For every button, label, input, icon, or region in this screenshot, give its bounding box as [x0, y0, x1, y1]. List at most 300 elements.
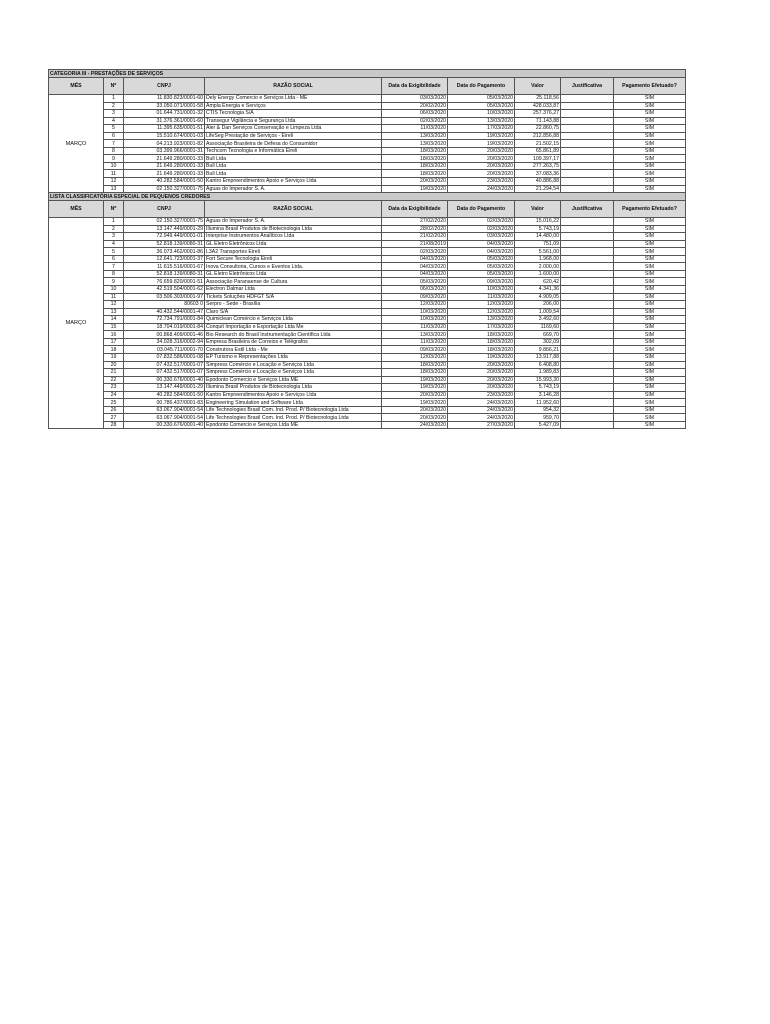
justificativa-cell — [561, 338, 614, 346]
row-number: 6 — [104, 255, 124, 263]
table-row — [49, 263, 686, 271]
valor-cell: 9.866,21 — [515, 346, 561, 354]
exigibilidade-cell: 13/03/2020 — [382, 132, 448, 140]
pagamento-efetuado-cell: SIM — [614, 132, 686, 140]
pagamento-date-cell: 18/03/2020 — [448, 346, 515, 354]
header-data-exigibilidade: Data da Exigibilidade — [382, 78, 448, 95]
exigibilidade-cell: 19/03/2020 — [382, 399, 448, 407]
razao-social-cell: Bull Ltda — [205, 162, 382, 170]
pagamento-efetuado-cell: SIM — [614, 95, 686, 103]
valor-cell: 6.408,80 — [515, 361, 561, 369]
valor-cell: 751,09 — [515, 240, 561, 248]
exigibilidade-cell: 21/08/2019 — [382, 240, 448, 248]
cnpj-cell: 40.282.584/0001-50 — [124, 178, 205, 186]
header-pagamento-efetuado: Pagamento Efetuado? — [614, 201, 686, 218]
exigibilidade-cell: 11/03/2020 — [382, 323, 448, 331]
cnpj-cell: 07.832.586/0001-08 — [124, 353, 205, 361]
pagamento-efetuado-cell: SIM — [614, 270, 686, 278]
exigibilidade-cell: 20/02/2020 — [382, 102, 448, 110]
row-number: 16 — [104, 331, 124, 339]
cnpj-cell: 72.734.791/0001-84 — [124, 316, 205, 324]
exigibilidade-cell: 09/03/2020 — [382, 346, 448, 354]
exigibilidade-cell: 20/03/2020 — [382, 178, 448, 186]
pagamento-efetuado-cell: SIM — [614, 338, 686, 346]
valor-cell: 954,32 — [515, 406, 561, 414]
row-number: 1 — [104, 95, 124, 103]
exigibilidade-cell: 28/02/2020 — [382, 225, 448, 233]
table-row — [49, 286, 686, 294]
pagamento-date-cell: 20/03/2020 — [448, 369, 515, 377]
razao-social-cell: Tickets Soluções HDFGT S/A — [205, 293, 382, 301]
pagamento-date-cell: 20/03/2020 — [448, 170, 515, 178]
row-number: 20 — [104, 361, 124, 369]
exigibilidade-cell: 19/03/2020 — [382, 185, 448, 193]
razao-social-cell: EP Turismo e Representações Ltda — [205, 353, 382, 361]
pagamento-efetuado-cell: SIM — [614, 185, 686, 193]
valor-cell: 1.009,54 — [515, 308, 561, 316]
justificativa-cell — [561, 225, 614, 233]
header-valor: Valor — [515, 78, 561, 95]
header-data-pagamento: Data do Pagamento — [448, 201, 515, 218]
razao-social-cell: Empresa Brasileira de Correios e Telégrafos — [205, 338, 382, 346]
justificativa-cell — [561, 240, 614, 248]
pagamento-efetuado-cell: SIM — [614, 117, 686, 125]
pagamento-date-cell: 27/03/2020 — [448, 421, 515, 429]
razao-social-cell: Águas do Imperador S. A. — [205, 218, 382, 226]
cnpj-cell: 63.067.904/0001-54 — [124, 406, 205, 414]
row-number: 2 — [104, 102, 124, 110]
justificativa-cell — [561, 353, 614, 361]
cnpj-cell: 36.073.462/0001-86 — [124, 248, 205, 256]
razao-social-cell: Epodonto Comercio e Serviços Ltda ME — [205, 376, 382, 384]
razao-social-cell: Dely Energy Comercio e Serviços Ltda - ME — [205, 95, 382, 103]
razao-social-cell: Transegur Vigilância e Segurança Ltda — [205, 117, 382, 125]
pagamento-date-cell: 23/03/2020 — [448, 178, 515, 186]
exigibilidade-cell: 11/03/2020 — [382, 125, 448, 133]
justificativa-cell — [561, 308, 614, 316]
valor-cell: 277.263,75 — [515, 162, 561, 170]
table-row — [49, 155, 686, 163]
cnpj-cell: 18.704.019/0001-84 — [124, 323, 205, 331]
pagamento-efetuado-cell: SIM — [614, 293, 686, 301]
justificativa-cell — [561, 278, 614, 286]
razao-social-cell: Interprise Instrumentos Analíticos Ltda — [205, 233, 382, 241]
table-row — [49, 125, 686, 133]
table-row — [49, 391, 686, 399]
valor-cell: 206,00 — [515, 301, 561, 309]
table-row — [49, 132, 686, 140]
row-number: 24 — [104, 391, 124, 399]
pagamento-date-cell: 24/03/2020 — [448, 406, 515, 414]
row-number: 3 — [104, 233, 124, 241]
razao-social-cell: Engineering Simulation and Software Ltda — [205, 399, 382, 407]
exigibilidade-cell: 11/03/2020 — [382, 338, 448, 346]
table-row — [49, 140, 686, 148]
cnpj-cell: 15.510.674/0001-03 — [124, 132, 205, 140]
justificativa-cell — [561, 95, 614, 103]
row-number: 8 — [104, 147, 124, 155]
table-row — [49, 414, 686, 422]
table-row — [49, 255, 686, 263]
pagamento-efetuado-cell: SIM — [614, 155, 686, 163]
justificativa-cell — [561, 218, 614, 226]
row-number: 3 — [104, 110, 124, 118]
justificativa-cell — [561, 384, 614, 392]
cnpj-cell: 31.376.361/0001-60 — [124, 117, 205, 125]
pagamento-efetuado-cell: SIM — [614, 414, 686, 422]
pagamento-efetuado-cell: SIM — [614, 178, 686, 186]
exigibilidade-cell: 12/03/2020 — [382, 301, 448, 309]
row-number: 5 — [104, 125, 124, 133]
pagamento-efetuado-cell: SIM — [614, 316, 686, 324]
row-number: 25 — [104, 399, 124, 407]
valor-cell: 5.743,19 — [515, 225, 561, 233]
razao-social-cell: Fort Secure Tecnologia Eireli — [205, 255, 382, 263]
pagamento-efetuado-cell: SIM — [614, 376, 686, 384]
pagamento-date-cell: 10/03/2020 — [448, 110, 515, 118]
cnpj-cell: 40.432.544/0001-47 — [124, 308, 205, 316]
valor-cell: 22.860,75 — [515, 125, 561, 133]
pagamento-efetuado-cell: SIM — [614, 255, 686, 263]
exigibilidade-cell: 27/02/2020 — [382, 218, 448, 226]
valor-cell: 109.397,17 — [515, 155, 561, 163]
exigibilidade-cell: 18/03/2020 — [382, 170, 448, 178]
row-number: 9 — [104, 278, 124, 286]
pagamento-efetuado-cell: SIM — [614, 308, 686, 316]
cnpj-cell: 04.213.923/0001-82 — [124, 140, 205, 148]
pagamento-efetuado-cell: SIM — [614, 391, 686, 399]
row-number: 23 — [104, 384, 124, 392]
row-number: 27 — [104, 414, 124, 422]
cnpj-cell: 01.644.731/0001-32 — [124, 110, 205, 118]
row-number: 21 — [104, 369, 124, 377]
table-row — [49, 406, 686, 414]
exigibilidade-cell: 03/03/2020 — [382, 95, 448, 103]
exigibilidade-cell: 18/03/2020 — [382, 361, 448, 369]
razao-social-cell: Bio Research do Brasil Instrumentação Científica Ltda — [205, 331, 382, 339]
section-title: CATEGORIA III - PRESTAÇÕES DE SERVIÇOS — [49, 70, 686, 78]
row-number: 11 — [104, 170, 124, 178]
exigibilidade-cell: 05/03/2020 — [382, 278, 448, 286]
table-row — [49, 369, 686, 377]
pagamento-date-cell: 17/03/2020 — [448, 125, 515, 133]
pagamento-efetuado-cell: SIM — [614, 301, 686, 309]
header-cnpj: CNPJ — [124, 201, 205, 218]
pagamento-date-cell: 05/03/2020 — [448, 263, 515, 271]
pagamento-date-cell: 05/03/2020 — [448, 102, 515, 110]
valor-cell: 5.427,09 — [515, 421, 561, 429]
pagamento-date-cell: 20/03/2020 — [448, 155, 515, 163]
valor-cell: 428.033,87 — [515, 102, 561, 110]
justificativa-cell — [561, 376, 614, 384]
exigibilidade-cell: 09/03/2020 — [382, 293, 448, 301]
row-number: 8 — [104, 270, 124, 278]
justificativa-cell — [561, 399, 614, 407]
pagamento-efetuado-cell: SIM — [614, 353, 686, 361]
header-cnpj: CNPJ — [124, 78, 205, 95]
valor-cell: 1.989,83 — [515, 369, 561, 377]
header-num: Nº — [104, 78, 124, 95]
razao-social-cell: Águas do Imperador S. A. — [205, 185, 382, 193]
razao-social-cell: L3A2 Transportes Eireli — [205, 248, 382, 256]
pagamento-date-cell: 24/03/2020 — [448, 185, 515, 193]
cnpj-cell: 52.818.139/0080-31 — [124, 240, 205, 248]
valor-cell: 620,42 — [515, 278, 561, 286]
pagamento-efetuado-cell: SIM — [614, 361, 686, 369]
justificativa-cell — [561, 323, 614, 331]
pagamento-date-cell: 20/03/2020 — [448, 147, 515, 155]
section-title: LISTA CLASSIFICATÓRIA ESPECIAL DE PEQUENOS CREDORES — [49, 193, 686, 201]
cnpj-cell: 33.050.071/0001-58 — [124, 102, 205, 110]
table-row — [49, 117, 686, 125]
row-number: 1 — [104, 218, 124, 226]
table-row — [49, 308, 686, 316]
justificativa-cell — [561, 147, 614, 155]
justificativa-cell — [561, 125, 614, 133]
row-number: 7 — [104, 263, 124, 271]
pagamento-date-cell: 03/03/2020 — [448, 233, 515, 241]
valor-cell: 11.952,60 — [515, 399, 561, 407]
exigibilidade-cell: 04/03/2020 — [382, 270, 448, 278]
row-number: 12 — [104, 178, 124, 186]
pagamento-date-cell: 12/03/2020 — [448, 308, 515, 316]
pagamento-date-cell: 05/03/2020 — [448, 270, 515, 278]
exigibilidade-cell: 02/03/2020 — [382, 117, 448, 125]
razao-social-cell: Quimiclean Comércio e Serviços Ltda — [205, 316, 382, 324]
table-row — [49, 384, 686, 392]
justificativa-cell — [561, 155, 614, 163]
table-row — [49, 338, 686, 346]
exigibilidade-cell: 20/03/2020 — [382, 414, 448, 422]
month-cell: MARÇO — [49, 218, 104, 429]
valor-cell: 4.909,05 — [515, 293, 561, 301]
header-justificativa: Justificativa — [561, 78, 614, 95]
table-row — [49, 270, 686, 278]
pagamento-efetuado-cell: SIM — [614, 384, 686, 392]
cnpj-cell: 52.818.139/0080-31 — [124, 270, 205, 278]
exigibilidade-cell: 13/03/2020 — [382, 140, 448, 148]
pagamento-efetuado-cell: SIM — [614, 240, 686, 248]
valor-cell: 15.016,22 — [515, 218, 561, 226]
table-row — [49, 278, 686, 286]
valor-cell: 1.968,00 — [515, 255, 561, 263]
row-number: 5 — [104, 248, 124, 256]
header-num: Nº — [104, 201, 124, 218]
exigibilidade-cell: 12/03/2020 — [382, 353, 448, 361]
cnpj-cell: 21.649.280/0001-33 — [124, 155, 205, 163]
cnpj-cell: 76.659.820/0001-51 — [124, 278, 205, 286]
pagamento-date-cell: 05/03/2020 — [448, 95, 515, 103]
valor-cell: 3.146,28 — [515, 391, 561, 399]
pagamento-efetuado-cell: SIM — [614, 286, 686, 294]
justificativa-cell — [561, 248, 614, 256]
razao-social-cell: Aler & Dan Serviços Conservação e Limpeza Ltda — [205, 125, 382, 133]
razao-social-cell: Techcom Tecnologia e Informática Eireli — [205, 147, 382, 155]
justificativa-cell — [561, 117, 614, 125]
valor-cell: 71.143,88 — [515, 117, 561, 125]
valor-cell: 1.600,00 — [515, 270, 561, 278]
razao-social-cell: Inova Consultoria, Cursos e Eventos Ltda. — [205, 263, 382, 271]
justificativa-cell — [561, 369, 614, 377]
row-number: 14 — [104, 316, 124, 324]
pagamento-date-cell: 18/03/2020 — [448, 331, 515, 339]
row-number: 2 — [104, 225, 124, 233]
table-row — [49, 353, 686, 361]
table-row — [49, 95, 686, 103]
cnpj-cell: 07.432.517/0001-07 — [124, 369, 205, 377]
pagamento-efetuado-cell: SIM — [614, 406, 686, 414]
header-data-exigibilidade: Data da Exigibilidade — [382, 201, 448, 218]
pagamento-date-cell: 11/03/2020 — [448, 293, 515, 301]
pagamento-date-cell: 20/03/2020 — [448, 162, 515, 170]
pagamento-efetuado-cell: SIM — [614, 125, 686, 133]
row-number: 15 — [104, 323, 124, 331]
row-number: 4 — [104, 240, 124, 248]
justificativa-cell — [561, 110, 614, 118]
header-justificativa: Justificativa — [561, 201, 614, 218]
justificativa-cell — [561, 301, 614, 309]
pagamento-efetuado-cell: SIM — [614, 346, 686, 354]
exigibilidade-cell: 10/03/2020 — [382, 308, 448, 316]
table-row — [49, 421, 686, 429]
table-body — [49, 70, 686, 429]
table-row — [49, 346, 686, 354]
pagamento-date-cell: 09/03/2020 — [448, 278, 515, 286]
table-row — [49, 225, 686, 233]
pagamento-date-cell: 23/03/2020 — [448, 391, 515, 399]
justificativa-cell — [561, 414, 614, 422]
valor-cell: 302,09 — [515, 338, 561, 346]
razao-social-cell: Associação Paranaense de Cultura — [205, 278, 382, 286]
table-row — [49, 323, 686, 331]
justificativa-cell — [561, 263, 614, 271]
razao-social-cell: Bull Ltda — [205, 170, 382, 178]
payments-table — [48, 69, 686, 429]
valor-cell: 21.502,15 — [515, 140, 561, 148]
cnpj-cell: 00.330.676/0001-40 — [124, 421, 205, 429]
exigibilidade-cell: 04/03/2020 — [382, 263, 448, 271]
justificativa-cell — [561, 270, 614, 278]
pagamento-date-cell: 24/03/2020 — [448, 414, 515, 422]
razao-social-cell: LifeSeg Prestação de Serviços - Eireli — [205, 132, 382, 140]
exigibilidade-cell: 04/03/2020 — [382, 255, 448, 263]
valor-cell: 25.118,56 — [515, 95, 561, 103]
valor-cell: 669,70 — [515, 331, 561, 339]
cnpj-cell: 02.150.327/0001-75 — [124, 218, 205, 226]
pagamento-efetuado-cell: SIM — [614, 263, 686, 271]
justificativa-cell — [561, 286, 614, 294]
table-row — [49, 240, 686, 248]
pagamento-date-cell: 18/03/2020 — [448, 338, 515, 346]
exigibilidade-cell: 18/03/2020 — [382, 162, 448, 170]
cnpj-cell: 03.399.966/0001-31 — [124, 147, 205, 155]
pagamento-efetuado-cell: SIM — [614, 233, 686, 241]
row-number: 17 — [104, 338, 124, 346]
header-mes: MÊS — [49, 78, 104, 95]
pagamento-date-cell: 04/03/2020 — [448, 248, 515, 256]
cnpj-cell: 63.067.904/0001-54 — [124, 414, 205, 422]
pagamento-efetuado-cell: SIM — [614, 331, 686, 339]
razao-social-cell: CTIS Tecnologia S/A — [205, 110, 382, 118]
razao-social-cell: Simpress Comércio e Locação e Serviços Ltda — [205, 361, 382, 369]
razao-social-cell: Associação Brasileira de Defesa do Consumidor — [205, 140, 382, 148]
row-number: 10 — [104, 162, 124, 170]
pagamento-efetuado-cell: SIM — [614, 147, 686, 155]
razao-social-cell: Life Technologies Brasil Com. Ind. Prod. P/ Biotecnologia Ltda — [205, 414, 382, 422]
justificativa-cell — [561, 361, 614, 369]
pagamento-efetuado-cell: SIM — [614, 369, 686, 377]
razao-social-cell: Serpro - Sede - Brasília — [205, 301, 382, 309]
exigibilidade-cell: 20/03/2020 — [382, 406, 448, 414]
pagamento-efetuado-cell: SIM — [614, 110, 686, 118]
exigibilidade-cell: 20/03/2020 — [382, 391, 448, 399]
month-cell: MARÇO — [49, 95, 104, 193]
row-number: 26 — [104, 406, 124, 414]
table-row — [49, 233, 686, 241]
valor-cell: 13.917,88 — [515, 353, 561, 361]
justificativa-cell — [561, 316, 614, 324]
cnpj-cell: 21.649.280/0001-33 — [124, 162, 205, 170]
row-number: 18 — [104, 346, 124, 354]
cnpj-cell: 42.519.504/0001-62 — [124, 286, 205, 294]
section-title-row — [49, 193, 686, 201]
cnpj-cell: 13.147.449/0001-29 — [124, 384, 205, 392]
valor-cell: 5.743,19 — [515, 384, 561, 392]
razao-social-cell: GL Eletro Eletrônicos Ltda — [205, 270, 382, 278]
row-number: 7 — [104, 140, 124, 148]
pagamento-date-cell: 13/03/2020 — [448, 117, 515, 125]
exigibilidade-cell: 13/03/2020 — [382, 331, 448, 339]
pagamento-date-cell: 05/03/2020 — [448, 255, 515, 263]
cnpj-cell: 40.282.584/0001-50 — [124, 391, 205, 399]
valor-cell: 959,70 — [515, 414, 561, 422]
cnpj-cell: 00.868.409/0001-46 — [124, 331, 205, 339]
cnpj-cell: 21.649.280/0001-33 — [124, 170, 205, 178]
header-mes: MÊS — [49, 201, 104, 218]
table-row — [49, 185, 686, 193]
table-row — [49, 170, 686, 178]
pagamento-date-cell: 02/03/2020 — [448, 225, 515, 233]
pagamento-date-cell: 12/03/2020 — [448, 301, 515, 309]
row-number: 11 — [104, 293, 124, 301]
header-valor: Valor — [515, 201, 561, 218]
table-row — [49, 162, 686, 170]
justificativa-cell — [561, 421, 614, 429]
table-row — [49, 293, 686, 301]
pagamento-date-cell: 13/03/2020 — [448, 316, 515, 324]
pagamento-date-cell: 20/03/2020 — [448, 361, 515, 369]
valor-cell: 5.561,00 — [515, 248, 561, 256]
cnpj-cell: 03.506.303/0001-97 — [124, 293, 205, 301]
row-number: 10 — [104, 286, 124, 294]
header-razao-social: RAZÃO SOCIAL — [205, 78, 382, 95]
table-row — [49, 147, 686, 155]
justificativa-cell — [561, 255, 614, 263]
justificativa-cell — [561, 406, 614, 414]
razao-social-cell: Illumina Brasil Produtos de Biotecnologia Ltda — [205, 384, 382, 392]
pagamento-efetuado-cell: SIM — [614, 248, 686, 256]
pagamento-date-cell: 04/03/2020 — [448, 240, 515, 248]
table-row — [49, 376, 686, 384]
row-number: 6 — [104, 132, 124, 140]
header-data-pagamento: Data do Pagamento — [448, 78, 515, 95]
cnpj-cell: 72.949.449/0001-01 — [124, 233, 205, 241]
exigibilidade-cell: 18/03/2020 — [382, 155, 448, 163]
justificativa-cell — [561, 233, 614, 241]
pagamento-date-cell: 19/03/2020 — [448, 132, 515, 140]
cnpj-cell: 34.028.316/0002-94 — [124, 338, 205, 346]
row-number: 4 — [104, 117, 124, 125]
